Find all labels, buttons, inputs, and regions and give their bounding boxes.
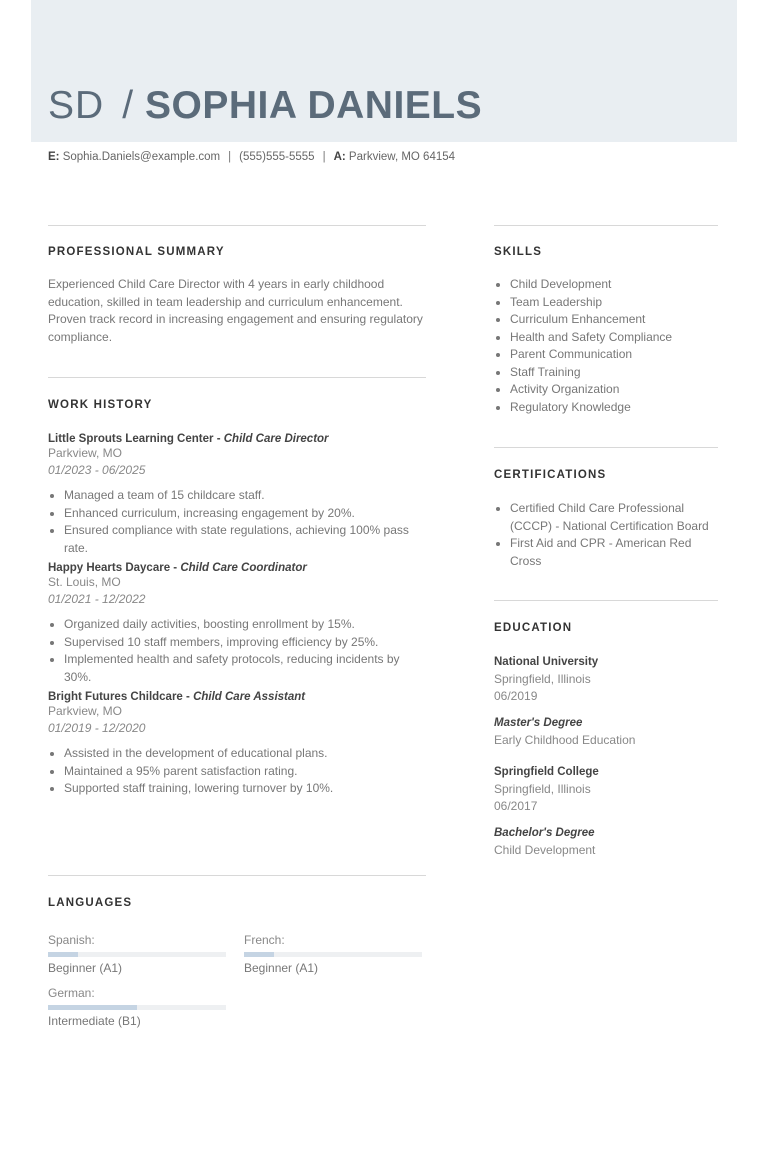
languages-section	[48, 875, 426, 909]
section-divider	[48, 225, 426, 226]
job-dates: 01/2019 - 12/2020	[48, 721, 146, 735]
job-separator: -	[182, 691, 194, 703]
degree-name: Bachelor's Degree	[494, 827, 595, 839]
skill-item: • Parent Communication	[510, 346, 718, 364]
company-name: Bright Futures Childcare	[48, 691, 183, 703]
section-divider	[494, 447, 718, 448]
contact-line	[48, 151, 455, 163]
job-role: Child Care Assistant	[193, 691, 306, 703]
section-divider	[48, 875, 426, 876]
job-bullets	[48, 487, 426, 557]
skill-item: • Activity Organization	[510, 381, 718, 399]
job-entry	[48, 433, 426, 557]
certification-item: • Certified Child Care Professional (CCCP) - National Certification Board	[510, 500, 718, 535]
language-bar-fill	[244, 952, 274, 957]
school-name: Springfield College	[494, 766, 599, 778]
language-item	[48, 932, 226, 976]
job-role: Child Care Director	[223, 433, 329, 445]
education-entry	[494, 764, 718, 859]
job-role: Child Care Coordinator	[180, 562, 307, 574]
job-heading	[48, 691, 426, 703]
skill-item: • Team Leadership	[510, 294, 718, 312]
job-entry	[48, 691, 426, 798]
school-location: Springfield, Illinois	[494, 782, 591, 796]
job-dates: 01/2023 - 06/2025	[48, 463, 146, 477]
contact-separator: |	[322, 151, 326, 163]
job-bullet: • Organized daily activities, boosting enrollment by 15%.	[64, 616, 426, 634]
skill-item: • Regulatory Knowledge	[510, 399, 718, 417]
email-link[interactable]: Sophia.Daniels@example.com	[62, 151, 221, 163]
contact-separator: |	[228, 151, 232, 163]
job-bullet: • Implemented health and safety protocols, reducing incidents by 30%.	[64, 651, 426, 686]
job-bullets	[48, 616, 426, 686]
job-separator: -	[170, 562, 181, 574]
company-name: Little Sprouts Learning Center	[48, 433, 214, 445]
language-level: Beginner (A1)	[244, 961, 319, 975]
job-bullet: • Managed a team of 15 childcare staff.	[64, 487, 426, 505]
degree-field: Child Development	[494, 843, 596, 857]
job-entry	[48, 562, 426, 686]
education-title: EDUCATION	[494, 622, 573, 634]
certification-item: • First Aid and CPR - American Red Cross	[510, 535, 718, 570]
graduation-date: 06/2017	[494, 799, 538, 813]
job-heading	[48, 433, 426, 445]
language-bar-track	[48, 952, 226, 957]
summary-text: Experienced Child Care Director with 4 years in early childhood education, skilled in team leadership and curriculum enhancement. Proven track record in increasing engagement and ensuring regulatory compliance.	[48, 277, 423, 344]
section-divider	[48, 377, 426, 378]
certifications-section	[494, 447, 718, 570]
certifications-list	[494, 500, 718, 570]
language-bar-fill	[48, 1005, 137, 1010]
job-separator: -	[213, 433, 224, 445]
job-bullet: • Enhanced curriculum, increasing engagement by 20%.	[64, 505, 426, 523]
skill-item: • Health and Safety Compliance	[510, 329, 718, 347]
school-name: National University	[494, 656, 599, 668]
initials: SD	[48, 84, 105, 127]
job-bullet: • Supported staff training, lowering turnover by 10%.	[64, 780, 426, 798]
section-divider	[494, 225, 718, 226]
job-location: St. Louis, MO	[48, 575, 121, 589]
education-section	[494, 600, 718, 859]
language-item	[48, 985, 226, 1029]
name-line	[48, 86, 482, 126]
degree-field: Early Childhood Education	[494, 733, 636, 747]
work-history-title: WORK HISTORY	[48, 399, 153, 411]
summary-title: PROFESSIONAL SUMMARY	[48, 246, 225, 258]
certifications-title: CERTIFICATIONS	[494, 469, 607, 481]
language-name: French:	[244, 933, 285, 947]
full-name: SOPHIA DANIELS	[145, 84, 483, 127]
skills-title: SKILLS	[494, 246, 543, 258]
languages-title: LANGUAGES	[48, 897, 133, 909]
job-heading	[48, 562, 426, 574]
degree-name: Master's Degree	[494, 717, 583, 729]
language-name: German:	[48, 986, 95, 1000]
work-history-section	[48, 377, 426, 798]
job-dates: 01/2021 - 12/2022	[48, 592, 146, 606]
email-label: E:	[48, 151, 60, 163]
job-location: Parkview, MO	[48, 704, 123, 718]
language-name: Spanish:	[48, 933, 95, 947]
education-entry	[494, 654, 718, 749]
skills-list	[494, 276, 718, 416]
company-name: Happy Hearts Daycare	[48, 562, 171, 574]
skill-item: • Child Development	[510, 276, 718, 294]
language-item	[244, 932, 422, 976]
skill-item: • Staff Training	[510, 364, 718, 382]
summary-section	[48, 225, 426, 346]
job-bullet: • Ensured compliance with state regulations, achieving 100% pass rate.	[64, 522, 426, 557]
language-bar-fill	[48, 952, 78, 957]
address: Parkview, MO 64154	[348, 151, 456, 163]
skills-section	[494, 225, 718, 416]
job-location: Parkview, MO	[48, 446, 123, 460]
job-bullet: • Maintained a 95% parent satisfaction rating.	[64, 763, 426, 781]
job-bullets	[48, 745, 426, 798]
phone-number: (555)555-5555	[239, 151, 315, 163]
section-divider	[494, 600, 718, 601]
language-level: Beginner (A1)	[48, 961, 123, 975]
language-bar-track	[48, 1005, 226, 1010]
skill-item: • Curriculum Enhancement	[510, 311, 718, 329]
graduation-date: 06/2019	[494, 689, 538, 703]
address-label: A:	[333, 151, 346, 163]
name-slash: /	[122, 84, 134, 127]
job-bullet: • Supervised 10 staff members, improving efficiency by 25%.	[64, 634, 426, 652]
language-level: Intermediate (B1)	[48, 1014, 141, 1028]
language-bar-track	[244, 952, 422, 957]
job-bullet: • Assisted in the development of educational plans.	[64, 745, 426, 763]
school-location: Springfield, Illinois	[494, 672, 591, 686]
